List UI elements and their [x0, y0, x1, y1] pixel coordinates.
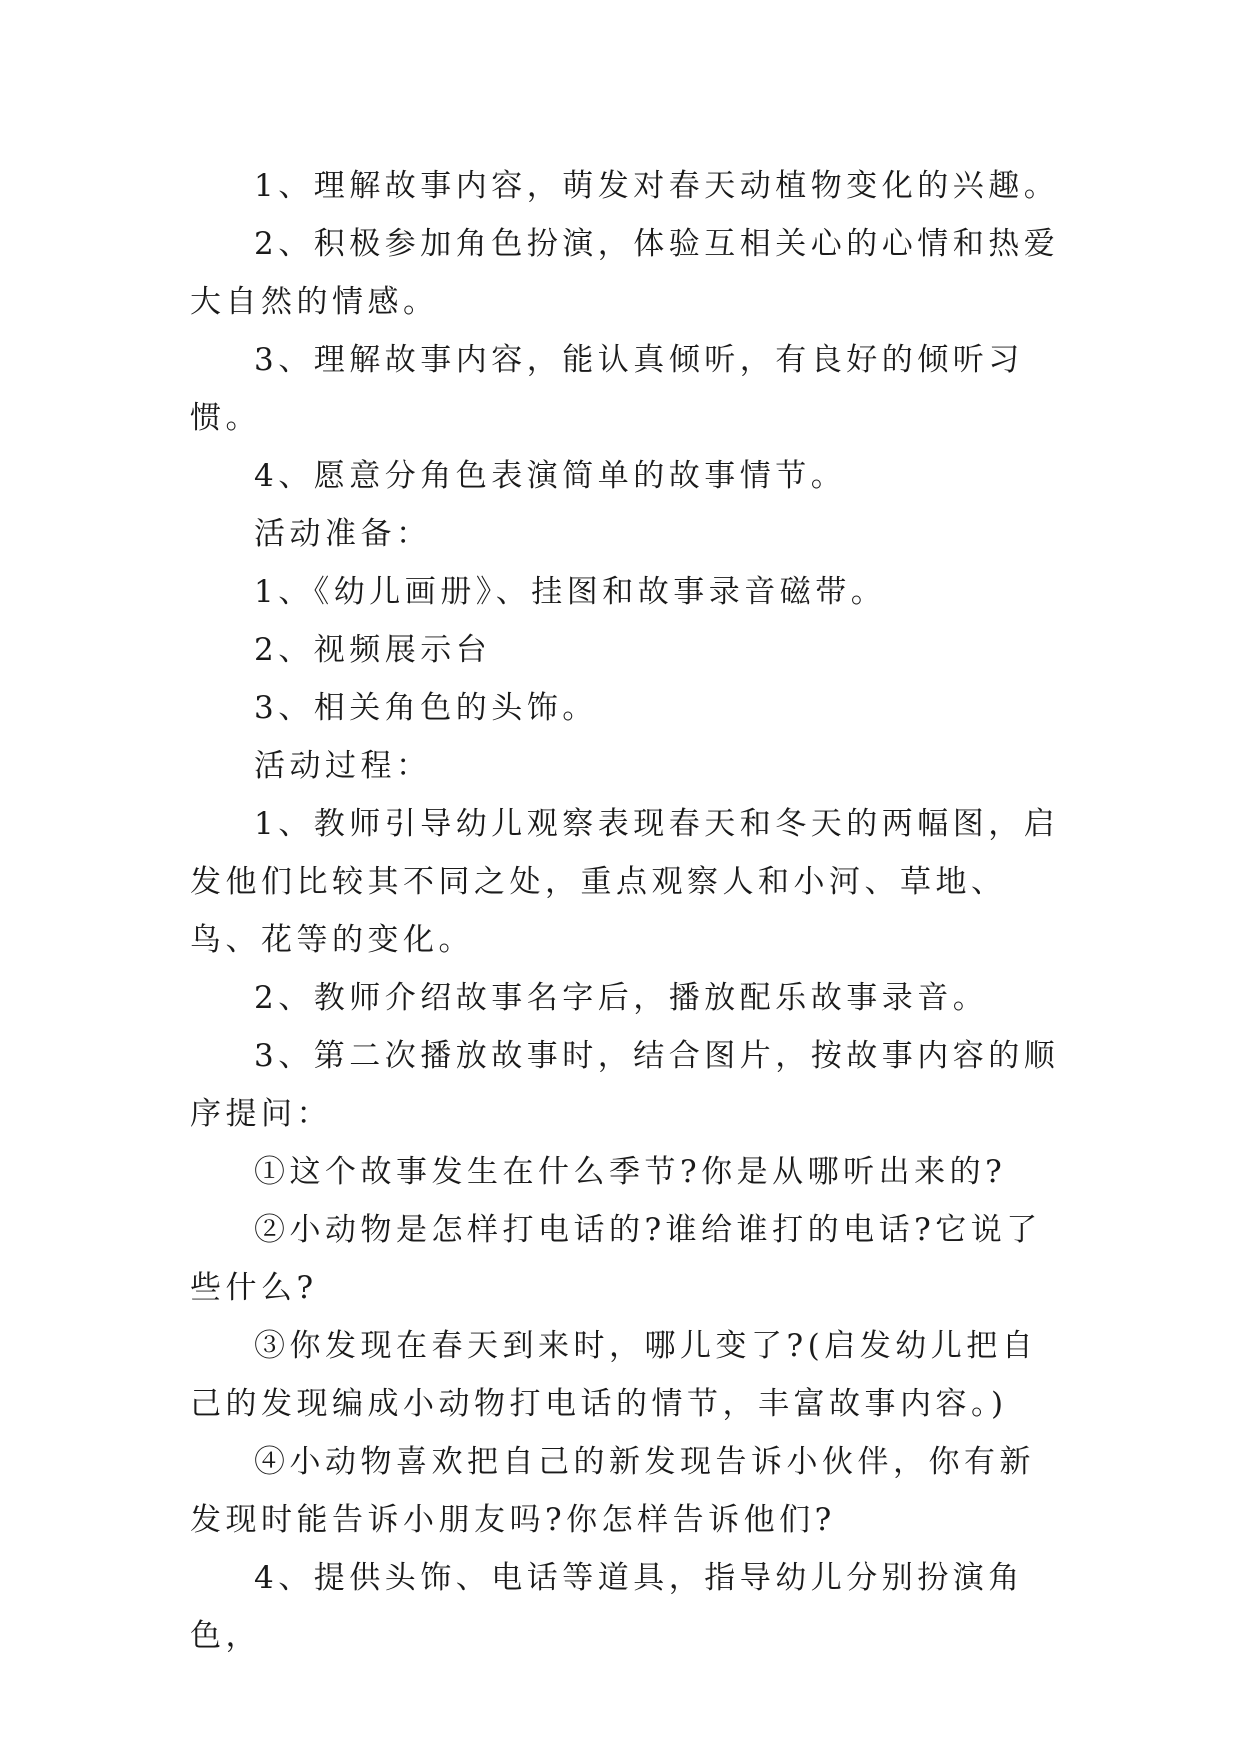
preparation-heading: 活动准备： [254, 516, 432, 552]
objective-1: 1、理解故事内容，萌发对春天动植物变化的兴趣。 [254, 168, 1060, 204]
process-step-4: 4、提供头饰、电话等道具，指导幼儿分别扮演角色， [190, 1560, 1024, 1654]
process-step-2: 2、教师介绍故事名字后，播放配乐故事录音。 [254, 980, 989, 1016]
question-4: ④小动物喜欢把自己的新发现告诉小伙伴，你有新发现时能告诉小朋友吗?你怎样告诉他们? [190, 1444, 1035, 1538]
objective-4: 4、愿意分角色表演简单的故事情节。 [254, 458, 847, 494]
preparation-item-2: 2、视频展示台 [254, 632, 492, 668]
objective-2: 2、积极参加角色扮演，体验互相关心的心情和热爱大自然的情感。 [190, 226, 1060, 320]
process-heading: 活动过程： [254, 748, 432, 784]
process-step-3: 3、第二次播放故事时，结合图片，按故事内容的顺序提问： [190, 1038, 1060, 1132]
objective-3: 3、理解故事内容，能认真倾听，有良好的倾听习惯。 [190, 342, 1024, 436]
preparation-item-1: 1、《幼儿画册》、挂图和故事录音磁带。 [254, 574, 887, 610]
document-body [190, 157, 1060, 1665]
question-3: ③你发现在春天到来时，哪儿变了?(启发幼儿把自己的发现编成小动物打电话的情节，丰富故事内容。) [190, 1328, 1038, 1422]
process-step-1: 1、教师引导幼儿观察表现春天和冬天的两幅图，启发他们比较其不同之处，重点观察人和小河、草地、鸟、花等的变化。 [190, 806, 1060, 958]
question-1: ①这个故事发生在什么季节?你是从哪听出来的? [254, 1154, 1007, 1190]
preparation-item-3: 3、相关角色的头饰。 [254, 690, 598, 726]
question-2: ②小动物是怎样打电话的?谁给谁打的电话?它说了些什么? [190, 1212, 1042, 1306]
